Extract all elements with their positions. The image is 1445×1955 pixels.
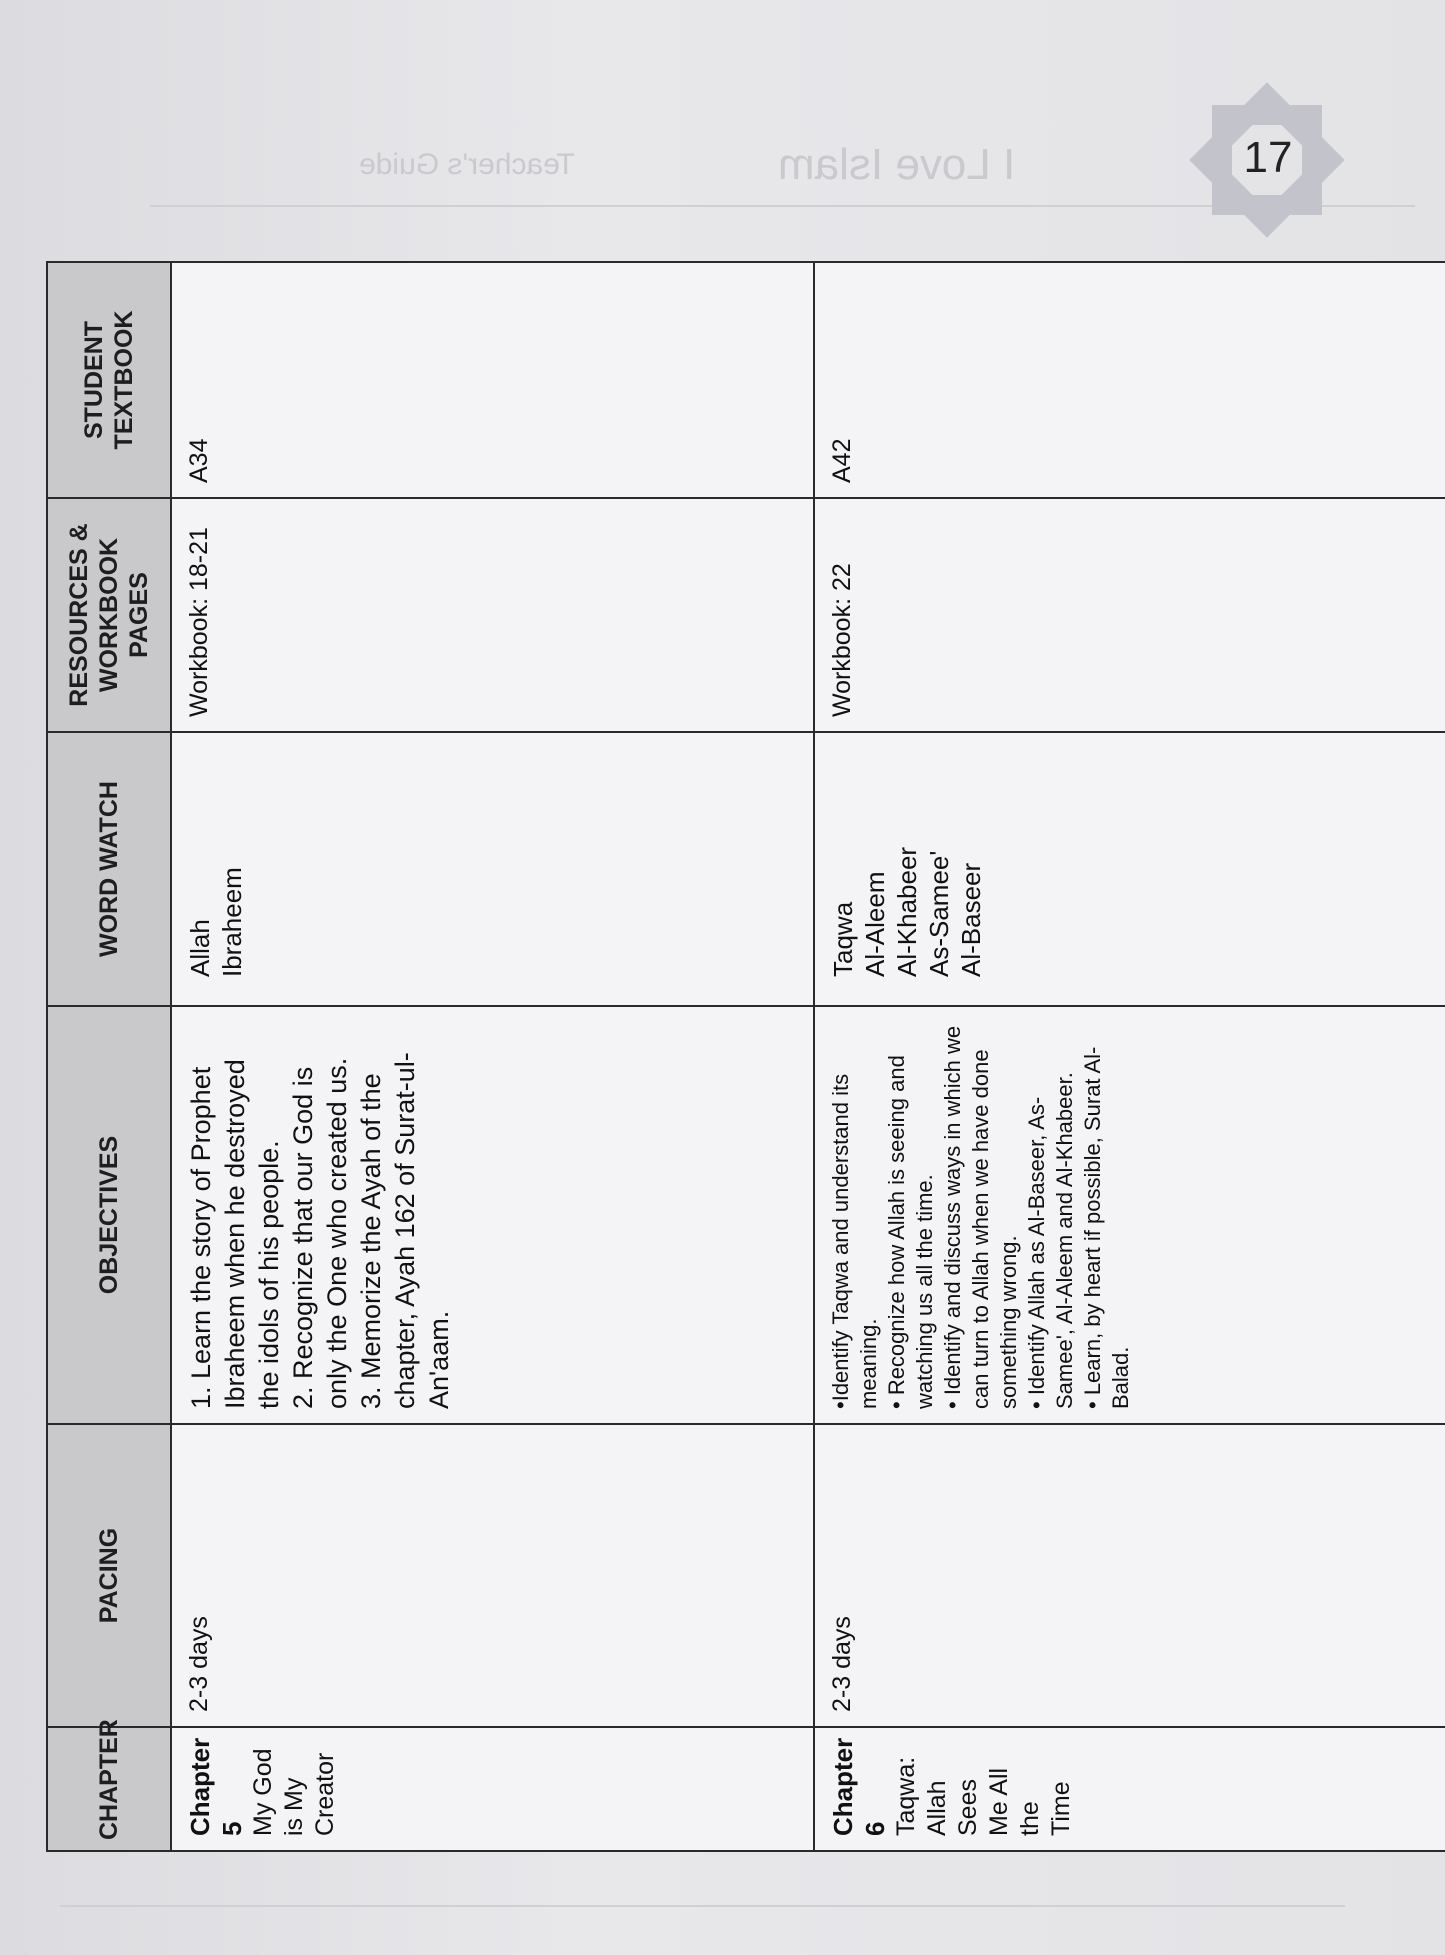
chapter-number: Chapter 6	[828, 1737, 890, 1836]
textbook-cell: A42	[814, 262, 1445, 498]
chapter-title: Taqwa: Allah Sees Me All the Time	[892, 1756, 1075, 1836]
table-row	[171, 262, 814, 1851]
word-watch-term: Al-Baseer	[956, 862, 986, 977]
header-word-watch: WORD WATCH	[47, 732, 171, 1006]
word-watch-cell	[814, 732, 1445, 1006]
bleed-through-subtitle: Teacher's Guide	[359, 148, 575, 181]
word-watch-term: Al-Aleem	[860, 871, 890, 977]
objective-item: • Identify and discuss ways in which we can turn to Allah when we have done something wrong.	[940, 1025, 1021, 1409]
header-chapter: CHAPTER	[47, 1727, 171, 1851]
word-watch-term: Allah	[185, 919, 215, 977]
chapter-plan-table	[46, 261, 1445, 1852]
objectives-cell	[171, 1006, 814, 1424]
pacing-cell: 2-3 days	[814, 1424, 1445, 1727]
word-watch-term: Ibraheem	[217, 867, 247, 977]
bleed-through-title: I Love Islam	[777, 140, 1015, 189]
footer-rule	[60, 1905, 1345, 1907]
table-row	[814, 262, 1445, 1851]
objective-item: 2. Recognize that our God is only the One who created us.	[288, 1057, 352, 1409]
objectives-cell	[814, 1006, 1445, 1424]
objective-item: 3. Memorize the Ayah of the chapter, Ayah 162 of Surat-ul-An'aam.	[356, 1052, 454, 1409]
header-objectives: OBJECTIVES	[47, 1006, 171, 1424]
header-textbook: STUDENT TEXTBOOK	[47, 262, 171, 498]
word-watch-term: As-Samee'	[924, 850, 954, 977]
resources-cell: Workbook: 18-21	[171, 498, 814, 732]
word-watch-term: Al-Khabeer	[892, 846, 922, 977]
table-header-row	[47, 262, 171, 1851]
objective-item: 1. Learn the story of Prophet Ibraheem when he destroyed the idols of his people.	[186, 1059, 284, 1409]
word-watch-cell	[171, 732, 814, 1006]
objective-item: • Identify Allah as Al-Baseer, As-Samee', Al-Aleem and Al-Khabeer.	[1024, 1072, 1077, 1409]
textbook-cell: A34	[171, 262, 814, 498]
objective-item: •Identify Taqwa and understand its meaning.	[828, 1073, 881, 1409]
chapter-cell	[171, 1727, 814, 1851]
chapter-number: Chapter 5	[185, 1737, 247, 1836]
chapter-cell	[814, 1727, 1445, 1851]
chapter-plan-table-rotated	[46, 263, 1445, 1852]
header-resources: RESOURCES & WORKBOOK PAGES	[47, 498, 171, 732]
page-number: 17	[1243, 133, 1293, 182]
objective-item: • Recognize how Allah is seeing and watching us all the time.	[884, 1055, 937, 1409]
word-watch-term: Taqwa	[828, 901, 858, 977]
objective-item: • Learn, by heart if possible, Surat Al-Balad.	[1080, 1046, 1133, 1409]
chapter-title: My God is My Creator	[249, 1748, 339, 1836]
resources-cell: Workbook: 22	[814, 498, 1445, 732]
header-pacing: PACING	[47, 1424, 171, 1727]
pacing-cell: 2-3 days	[171, 1424, 814, 1727]
